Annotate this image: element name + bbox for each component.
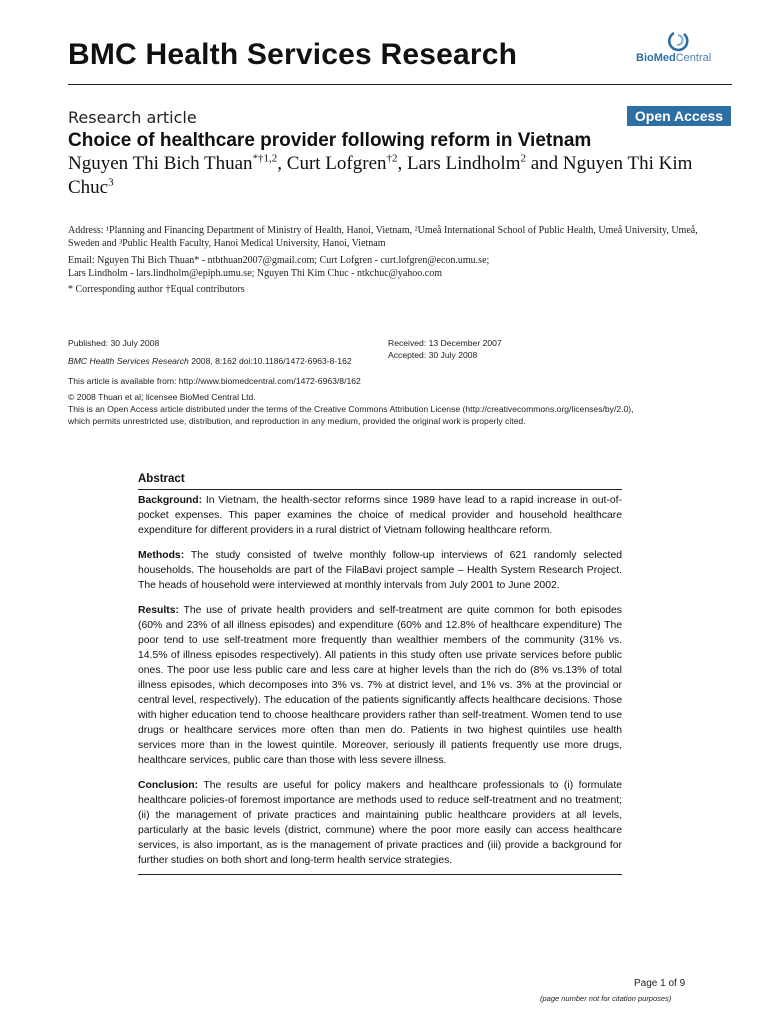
citation-details: 2008, 8:162 doi:10.1186/1472-6963-8-162 [188, 356, 352, 366]
section-text: The results are useful for policy makers and healthcare professionals to (i) formulate healthcare policies-of foremost importance are methods used to reduce self-treatment and no treatment; (ii) the management of private practices and maintaining public healthcare providers at all levels, particularly at the basic levels (district, commune) where the poor more easily can access healthcare services, is also important, as is the management of private practices and (iii) provide a background for further studies on both short and long-term health service strategies. [138, 780, 622, 866]
citation-journal: BMC Health Services Research [68, 356, 189, 366]
received-date: Received: 13 December 2007 [388, 338, 502, 348]
abstract-background [138, 493, 622, 538]
author-affiliation-mark: *†1,2 [252, 152, 278, 165]
article-title: Choice of healthcare provider following reform in Vietnam [68, 130, 592, 151]
article-url: This article is available from: http://www.biomedcentral.com/1472-6963/8/162 [68, 376, 361, 386]
abstract-results [138, 603, 622, 768]
email-line: Email: Nguyen Thi Bich Thuan* - ntbthuan2007@gmail.com; Curt Lofgren - curt.lofgren@econ.umu.se; [68, 255, 490, 266]
page-number: Page 1 of 9 [634, 978, 686, 989]
accepted-date: Accepted: 30 July 2008 [388, 350, 478, 360]
journal-title: BMC Health Services Research [68, 38, 518, 71]
section-text: In Vietnam, the health-sector reforms since 1989 have lead to a rapid increase in out-of-pocket expenses. This paper examines the choice of medical provider and household healthcare expenditure for different providers in a rural district of Vietnam following healthcare reform. [138, 495, 622, 536]
author-name: Curt Lofgren [286, 153, 387, 174]
section-label: Methods: [138, 550, 185, 561]
email-line: Lars Lindholm - lars.lindholm@epiph.umu.se; Nguyen Thi Kim Chuc - ntkchuc@yahoo.com [68, 268, 443, 279]
author-affiliation-mark: 3 [108, 176, 114, 189]
corresponding-note: * Corresponding author †Equal contributors [68, 284, 245, 295]
abstract-box [138, 472, 622, 875]
abstract-bottom-rule [138, 874, 622, 875]
abstract-conclusion [138, 778, 622, 868]
header-rule [68, 84, 732, 85]
abstract-heading: Abstract [138, 473, 185, 485]
affiliations: Address: ¹Planning and Financing Department of Ministry of Health, Hanoi, Vietnam, ²Umeå International School of Public Health, Umeå University, Umeå, Sweden and ³Public Health Faculty, Hanoi Medical University, Hanoi, Vietnam [68, 225, 698, 249]
logo-arc-icon [666, 30, 690, 52]
open-access-badge: Open Access [627, 106, 731, 126]
section-label: Background: [138, 495, 203, 506]
logo-central-text: Central [675, 52, 712, 64]
email-list [68, 254, 728, 280]
license-line: This is an Open Access article distributed under the terms of the Creative Commons Attribution License (http://creativecommons.org/licenses/by/2.0), [68, 404, 634, 414]
logo-bio-text: BioMed [636, 52, 676, 64]
abstract-methods [138, 548, 622, 593]
biomed-central-logo [636, 30, 716, 70]
author-name: Nguyen Thi Bich Thuan [68, 153, 253, 174]
license-line: which permits unrestricted use, distribution, and reproduction in any medium, provided the original work is properly cited. [68, 416, 526, 426]
section-text: The study consisted of twelve monthly follow-up interviews of 621 randomly selected households. The households are part of the FilaBavi project sample – Health System Research Project. The heads of household were interviewed at monthly intervals from July 2001 to June 2002. [138, 550, 623, 591]
section-text: The use of private health providers and self-treatment are quite common for both episodes (60% and 23% of all illness episodes) and expenditure (60% and 12.8% of healthcare expenditure) The poor tend to use self-treatment more frequently than wealthier members of the community (31% vs. 14.5% of illness episodes respectively). All patients in this study often use private services before public ones. The poor use less public care and less care at higher levels than the rich do (8% vs.13% of total illness episodes, which decomposes into 3% vs. 7% at district level, and 1% vs. 3% at the provincial or central level, respectively). The education of the patients significantly affects healthcare decisions. Those with higher education tend to choose healthcare providers rather than self-treatment. Women tend to use drugs or healthcare services more often than men do. Patients in two highest quintiles use health services more than in the lowest quintile. Moreover, seriously ill patients frequently use more drugs, healthcare services, public care than those with less severe illness. [138, 605, 623, 766]
published-date: Published: 30 July 2008 [68, 338, 160, 348]
abstract-top-rule [138, 489, 622, 490]
article-type: Research article [68, 108, 197, 127]
section-label: Conclusion: [138, 780, 199, 791]
citation [68, 356, 352, 366]
copyright: © 2008 Thuan et al; licensee BioMed Central Ltd. [68, 392, 256, 402]
author-affiliation-mark: †2 [386, 152, 398, 165]
author-list: Nguyen Thi Bich Thuan$^{*\dagger 1,2}$, Curt Lofgren$^{\dagger 2}$, Lars Lindholm$^2$ and Nguyen Thi Kim Chuc$^3$ [68, 152, 693, 198]
section-label: Results: [138, 605, 179, 616]
page-number-note: (page number not for citation purposes) [540, 994, 672, 1003]
author-name: Lars Lindholm [407, 153, 521, 174]
author-name: Nguyen Thi Kim Chuc [68, 153, 693, 198]
author-affiliation-mark: 2 [520, 152, 526, 165]
